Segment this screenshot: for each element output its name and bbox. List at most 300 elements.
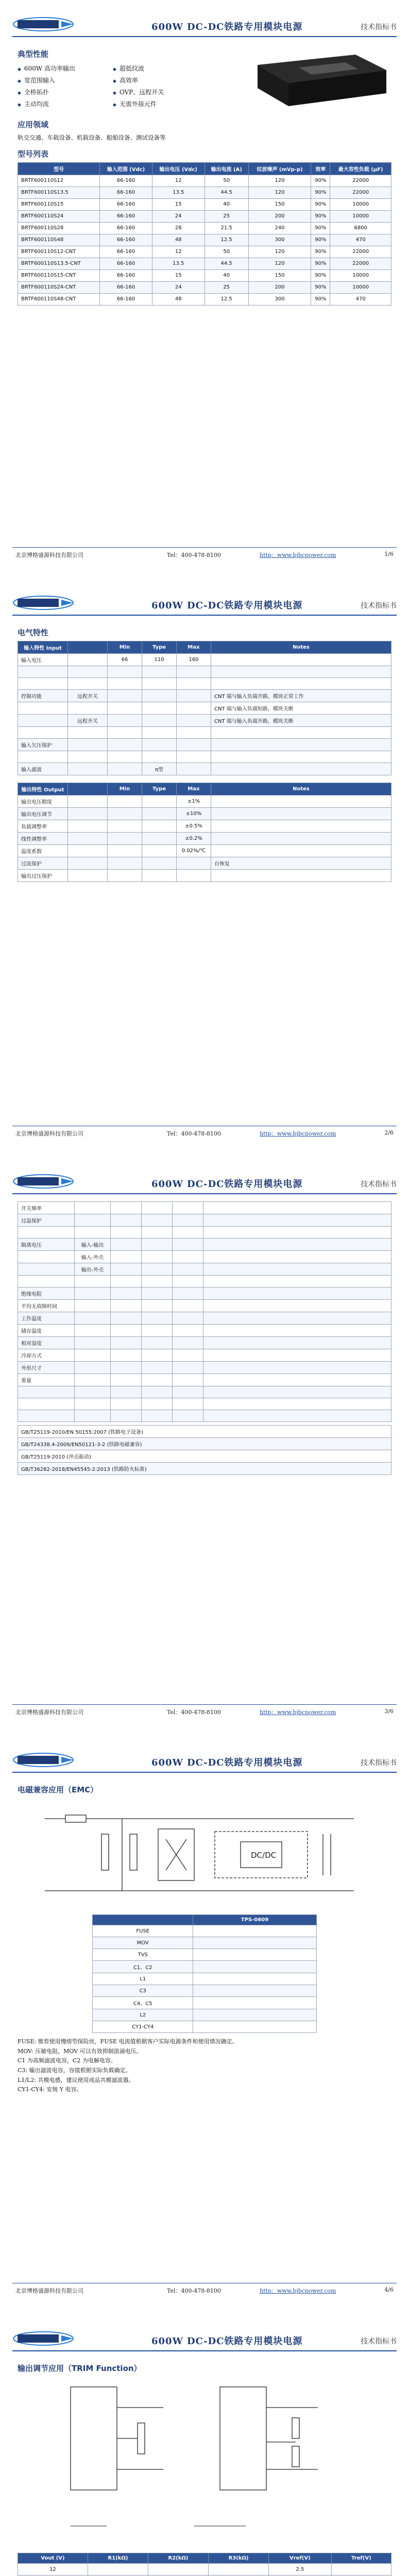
- table-cell: [111, 1386, 142, 1398]
- table-cell: [177, 715, 211, 727]
- table-cell: [173, 1227, 203, 1239]
- table-cell: 66-160: [100, 246, 152, 258]
- table-cell: 24: [152, 210, 204, 222]
- col-header: [93, 1915, 193, 1925]
- table-cell: 24: [152, 281, 204, 293]
- table-row: [18, 751, 391, 763]
- col-header: 效率: [311, 162, 330, 175]
- table-cell: 输出电压精度: [18, 795, 68, 808]
- table-cell: [211, 763, 391, 775]
- table-cell: [173, 1239, 203, 1251]
- input-table-body: [18, 654, 391, 775]
- table-row: [18, 739, 391, 751]
- table-row: [18, 1374, 391, 1386]
- table-cell: 48: [152, 293, 204, 305]
- table-cell: 90%: [311, 234, 330, 246]
- table-cell: [111, 1263, 142, 1276]
- table-cell: 输入滤波: [18, 763, 68, 775]
- table-cell: [75, 1287, 111, 1300]
- table-cell: 输入-外壳: [75, 1251, 111, 1263]
- table-cell: [75, 1398, 111, 1410]
- table-cell: BRTF600110S12-CNT: [18, 246, 100, 258]
- table-cell: [177, 690, 211, 702]
- document-title: 600W DC-DC铁路专用模块电源: [151, 600, 303, 611]
- table-cell: [108, 678, 142, 690]
- table-cell: 22000: [330, 187, 391, 198]
- table-cell: [18, 702, 68, 715]
- table-cell: 25: [204, 281, 248, 293]
- table-row: [18, 715, 391, 727]
- table-row: [18, 210, 391, 222]
- table-row: [18, 1263, 391, 1276]
- table-cell: [75, 1337, 111, 1349]
- table-cell: [111, 1325, 142, 1337]
- table-cell: [68, 763, 108, 775]
- table-row: [93, 2021, 317, 2033]
- table-cell: [203, 1276, 391, 1287]
- table-cell: MOV: [93, 1937, 193, 1949]
- emc-table-body: [93, 1925, 317, 2033]
- trim-heading: 输出调节应用（TRIM Function）: [18, 2364, 142, 2373]
- table-cell: 300: [248, 234, 311, 246]
- table-cell: [142, 1386, 173, 1398]
- table-cell: 150: [248, 269, 311, 281]
- table-row: [93, 1985, 317, 1997]
- standard-item: GB/T25119-2010/EN 50155:2007 (铁路电子设备): [18, 1426, 391, 1438]
- footer-website-link[interactable]: http：www.bjbcpower.com: [260, 552, 336, 558]
- table-cell: 120: [248, 258, 311, 269]
- table-cell: [18, 715, 68, 727]
- table-cell: C3: [93, 1985, 193, 1997]
- table-cell: [142, 808, 177, 820]
- table-cell: ±1%: [177, 795, 211, 808]
- table-cell: 66-160: [100, 281, 152, 293]
- table-cell: 12: [152, 246, 204, 258]
- table-cell: [193, 1985, 316, 1997]
- table-cell: [203, 1398, 391, 1410]
- table-cell: [211, 870, 391, 882]
- table-cell: [108, 795, 142, 808]
- table-cell: [211, 795, 391, 808]
- table-cell: 22000: [330, 258, 391, 269]
- table-cell: [211, 727, 391, 739]
- table-cell: [173, 1374, 203, 1386]
- col-header: 纹波噪声 (mVp-p): [248, 162, 311, 175]
- table-cell: [173, 1251, 203, 1263]
- applications-text: 轨交交通、车载设备、机载设备、船舶设备、测试设备等: [18, 134, 166, 141]
- table-cell: [68, 739, 108, 751]
- table-cell: 66-160: [100, 187, 152, 198]
- table-row: [93, 1937, 317, 1949]
- emc-note-line: C3: 输出滤波电容，容值根据实际负载确定。: [18, 2067, 131, 2074]
- table-cell: [193, 1961, 316, 1973]
- table-cell: [173, 1276, 203, 1287]
- table-row: [18, 1227, 391, 1239]
- table-cell: [68, 678, 108, 690]
- table-row: [18, 222, 391, 234]
- output-spec-table: [18, 783, 391, 882]
- table-cell: [142, 715, 177, 727]
- table-cell: [142, 1410, 173, 1422]
- table-cell: [177, 763, 211, 775]
- page-number: 1/6: [384, 551, 394, 557]
- output-table-body: [18, 795, 391, 882]
- table-cell: [142, 739, 177, 751]
- page-header: [12, 1749, 397, 1773]
- table-row: [18, 293, 391, 305]
- table-row: [93, 2009, 317, 2021]
- table-cell: [173, 1300, 203, 1312]
- table-cell: [75, 1410, 111, 1422]
- product-photo: [237, 44, 391, 116]
- table-cell: 10000: [330, 210, 391, 222]
- table-cell: 负载调整率: [18, 820, 68, 833]
- table-cell: [211, 739, 391, 751]
- table-cell: [75, 1227, 111, 1239]
- table-cell: 120: [248, 246, 311, 258]
- table-cell: 90%: [311, 293, 330, 305]
- table-cell: [177, 751, 211, 763]
- models-table: [18, 162, 391, 306]
- table-cell: 10000: [330, 198, 391, 210]
- table-cell: 66-160: [100, 293, 152, 305]
- table-cell: [142, 870, 177, 882]
- table-cell: [18, 1410, 75, 1422]
- emc-note-line: L1/L2: 共模电感，建议使用成品共模滤波器。: [18, 2076, 134, 2083]
- standard-item: GB/T25119-2010 (冲击振动): [18, 1450, 391, 1463]
- table-cell: 470: [330, 293, 391, 305]
- col-header: R2(kΩ): [148, 2553, 208, 2564]
- page-3: [0, 1157, 409, 1736]
- emc-note-line: MOV: 压敏电阻，MOV 可以有效抑制浪涌电压。: [18, 2047, 142, 2055]
- feature-item: ◆ 600W 高功率输出: [18, 62, 113, 74]
- table-cell: [68, 727, 108, 739]
- footer-website-link[interactable]: http：www.bjbcpower.com: [260, 2287, 336, 2294]
- table-cell: [173, 1349, 203, 1362]
- table-cell: 13.5: [152, 187, 204, 198]
- col-header: Min: [108, 641, 142, 654]
- table-row: [93, 1961, 317, 1973]
- table-row: [18, 1239, 391, 1251]
- table-cell: [108, 808, 142, 820]
- table-cell: [211, 845, 391, 857]
- table-cell: C1、C2: [93, 1961, 193, 1973]
- table-cell: [173, 1312, 203, 1325]
- table-cell: 90%: [311, 246, 330, 258]
- models-heading: 型号列表: [18, 149, 49, 159]
- col-header: Max: [177, 641, 211, 654]
- table-cell: ±0.5%: [177, 820, 211, 833]
- table-cell: 6800: [330, 222, 391, 234]
- table-cell: [203, 1300, 391, 1312]
- table-cell: L1: [93, 1973, 193, 1985]
- company-logo: [12, 2330, 90, 2347]
- table-cell: [75, 1374, 111, 1386]
- col-header: Vout (V): [18, 2553, 88, 2564]
- document-subtitle: 技术指标书: [361, 23, 397, 31]
- table-cell: 66-160: [100, 198, 152, 210]
- page-1: [0, 0, 409, 579]
- table-row: [93, 1925, 317, 1937]
- table-cell: [142, 678, 177, 690]
- table-cell: 120: [248, 175, 311, 187]
- table-cell: [177, 857, 211, 870]
- page-footer: [12, 1704, 397, 1716]
- table-cell: [203, 1386, 391, 1398]
- table-cell: BRTF600110S13.5: [18, 187, 100, 198]
- table-cell: 66-160: [100, 258, 152, 269]
- table-cell: [142, 1227, 173, 1239]
- table-cell: [18, 1386, 75, 1398]
- table-cell: 线性调整率: [18, 833, 68, 845]
- table-cell: BRTF600110S13.5-CNT: [18, 258, 100, 269]
- col-header: 输出特性 Output: [18, 783, 68, 795]
- table-cell: [211, 833, 391, 845]
- table-cell: [75, 1386, 111, 1398]
- table-cell: 66: [108, 654, 142, 666]
- table-row: [18, 1287, 391, 1300]
- table-cell: [142, 1312, 173, 1325]
- table-cell: [111, 1362, 142, 1374]
- feature-item: ◆ 超低纹波: [113, 62, 208, 74]
- table-cell: [177, 702, 211, 715]
- table-cell: 44.5: [204, 187, 248, 198]
- standard-item: GB/T24338.4-2009/EN50121-3-2 (铁路电磁兼容): [18, 1438, 391, 1450]
- table-cell: 15: [152, 269, 204, 281]
- col-header: R3(kΩ): [209, 2553, 269, 2564]
- table-cell: [193, 1925, 316, 1937]
- table-cell: 外形尺寸: [18, 1362, 75, 1374]
- table-cell: [68, 795, 108, 808]
- table-cell: [108, 690, 142, 702]
- table-cell: [211, 654, 391, 666]
- table-row: [18, 833, 391, 845]
- table-cell: BRTF600110S48: [18, 234, 100, 246]
- table-cell: BRTF600110S15: [18, 198, 100, 210]
- table-cell: [142, 1349, 173, 1362]
- table-cell: [211, 751, 391, 763]
- emc-note-line: C1 为高频滤波电容，C2 为电解电容。: [18, 2057, 116, 2064]
- page-5: [0, 2314, 409, 2576]
- electrical-heading: 电气特性: [18, 628, 49, 637]
- table-cell: [173, 1263, 203, 1276]
- table-cell: [18, 1227, 75, 1239]
- table-cell: [193, 2009, 316, 2021]
- table-cell: [331, 2564, 391, 2575]
- table-cell: 90%: [311, 281, 330, 293]
- table-cell: [111, 1202, 142, 1214]
- emc-heading: 电磁兼容应用（EMC）: [18, 1785, 98, 1794]
- table-cell: [211, 678, 391, 690]
- table-cell: [18, 1251, 75, 1263]
- document-title: 600W DC-DC铁路专用模块电源: [151, 1179, 303, 1190]
- table-cell: [111, 1251, 142, 1263]
- col-header: Notes: [211, 641, 391, 654]
- emc-notes: [18, 2037, 391, 2095]
- col-header: 型号: [18, 162, 100, 175]
- table-cell: [173, 1386, 203, 1398]
- table-row: [18, 763, 391, 775]
- feature-item: ◆ 高效率: [113, 74, 208, 86]
- table-cell: [203, 1214, 391, 1227]
- feature-item: ◆ OVP、远程开关: [113, 86, 208, 98]
- table-cell: 28: [152, 222, 204, 234]
- page-number: 3/6: [384, 1708, 394, 1715]
- table-cell: [111, 1300, 142, 1312]
- table-cell: [203, 1239, 391, 1251]
- table-cell: [68, 702, 108, 715]
- table-row: [18, 1300, 391, 1312]
- table-row: [18, 1349, 391, 1362]
- table-row: [18, 269, 391, 281]
- col-header: Type: [142, 783, 177, 795]
- table-cell: [203, 1263, 391, 1276]
- table-row: [18, 808, 391, 820]
- table-cell: [111, 1398, 142, 1410]
- table-cell: CNT 端与输入负端开路，模块关断: [211, 715, 391, 727]
- table-cell: [142, 845, 177, 857]
- table-cell: [111, 1276, 142, 1287]
- table-cell: [108, 739, 142, 751]
- table-row: [18, 820, 391, 833]
- table-cell: [203, 1374, 391, 1386]
- table-cell: 90%: [311, 187, 330, 198]
- table-cell: 输出电压调节: [18, 808, 68, 820]
- table-cell: 10000: [330, 269, 391, 281]
- table-cell: [75, 1325, 111, 1337]
- table-cell: [108, 715, 142, 727]
- table-cell: [203, 1312, 391, 1325]
- table-row: [18, 1202, 391, 1214]
- table-cell: BRTF600110S24: [18, 210, 100, 222]
- table-cell: [75, 1214, 111, 1227]
- table-cell: 开关频率: [18, 1202, 75, 1214]
- col-header: Type: [142, 641, 177, 654]
- table-cell: 200: [248, 210, 311, 222]
- table-cell: [142, 795, 177, 808]
- table-cell: 12.5: [204, 293, 248, 305]
- emc-note-line: CY1-CY4: 安规 Y 电容。: [18, 2086, 82, 2093]
- table-cell: [203, 1251, 391, 1263]
- table-cell: 90%: [311, 258, 330, 269]
- table-cell: TVS: [93, 1949, 193, 1961]
- table-cell: [18, 1263, 75, 1276]
- table-cell: CNT 端与输入负端短路，模块关断: [211, 702, 391, 715]
- table-cell: BRTF600110S15-CNT: [18, 269, 100, 281]
- table-cell: [111, 1374, 142, 1386]
- table-cell: [68, 820, 108, 833]
- table-row: [18, 666, 391, 678]
- table-cell: 远程开关: [68, 690, 108, 702]
- table-cell: 15: [152, 198, 204, 210]
- table-cell: [68, 857, 108, 870]
- table-cell: 相对湿度: [18, 1337, 75, 1349]
- table-cell: [111, 1410, 142, 1422]
- table-cell: [111, 1239, 142, 1251]
- table-cell: 40: [204, 198, 248, 210]
- page-footer: [12, 547, 397, 559]
- table-cell: [75, 1202, 111, 1214]
- table-cell: 平均无故障时间: [18, 1300, 75, 1312]
- col-header: 输出电压 (Vdc): [152, 162, 204, 175]
- footer-tel: Tel：400-478-8100: [167, 552, 221, 558]
- table-row: [18, 246, 391, 258]
- col-header: 输入范围 (Vdc): [100, 162, 152, 175]
- table-cell: [177, 666, 211, 678]
- footer-website-link[interactable]: http：www.bjbcpower.com: [260, 1130, 336, 1137]
- table-cell: 工作温度: [18, 1312, 75, 1325]
- table-cell: 66-160: [100, 234, 152, 246]
- table-cell: [193, 2021, 316, 2033]
- table-cell: [142, 1251, 173, 1263]
- table-row: [18, 281, 391, 293]
- table-cell: 13.5: [152, 258, 204, 269]
- table-cell: [173, 1362, 203, 1374]
- table-cell: 自恢复: [211, 857, 391, 870]
- table-cell: 240: [248, 222, 311, 234]
- trim-table: [18, 2553, 391, 2576]
- table-cell: [173, 1287, 203, 1300]
- table-cell: 控制功能: [18, 690, 68, 702]
- table-cell: [142, 751, 177, 763]
- table-cell: 150: [248, 198, 311, 210]
- table-cell: [203, 1325, 391, 1337]
- table-cell: 48: [152, 234, 204, 246]
- table-cell: [173, 1398, 203, 1410]
- table-row: [18, 727, 391, 739]
- table-cell: [193, 1937, 316, 1949]
- table-cell: 输入欠压保护: [18, 739, 68, 751]
- table-row: [18, 1325, 391, 1337]
- table-cell: 90%: [311, 198, 330, 210]
- input-spec-table: [18, 641, 391, 775]
- table-cell: [111, 1337, 142, 1349]
- table-cell: [75, 1362, 111, 1374]
- col-header: 输出电流 (A): [204, 162, 248, 175]
- table-cell: [108, 820, 142, 833]
- table-cell: [111, 1349, 142, 1362]
- footer-website-link[interactable]: http：www.bjbcpower.com: [260, 1709, 336, 1716]
- table-cell: [203, 1410, 391, 1422]
- page-footer: [12, 1126, 397, 1138]
- table-row: [18, 1276, 391, 1287]
- table-cell: [203, 1287, 391, 1300]
- col-header: Max: [177, 783, 211, 795]
- table-cell: [68, 751, 108, 763]
- table-row: [93, 1949, 317, 1961]
- feature-item: ◆ 全桥拓扑: [18, 86, 113, 98]
- table-cell: 储存温度: [18, 1325, 75, 1337]
- table-cell: 输出-外壳: [75, 1263, 111, 1276]
- table-cell: [142, 857, 177, 870]
- table-cell: 40: [204, 269, 248, 281]
- table-row: [18, 2564, 391, 2575]
- col-header: Tref(V): [331, 2553, 391, 2564]
- general-table-body: [18, 1202, 391, 1422]
- table-cell: 90%: [311, 210, 330, 222]
- table-row: [18, 654, 391, 666]
- table-cell: 300: [248, 293, 311, 305]
- page-number: 2/6: [384, 1129, 394, 1136]
- table-cell: BRTF600110S24-CNT: [18, 281, 100, 293]
- table-cell: [211, 666, 391, 678]
- table-cell: ±10%: [177, 808, 211, 820]
- table-cell: 50: [204, 246, 248, 258]
- table-cell: 温度系数: [18, 845, 68, 857]
- feature-item: ◆ 主动均流: [18, 98, 113, 110]
- table-cell: [173, 1214, 203, 1227]
- table-cell: [75, 1300, 111, 1312]
